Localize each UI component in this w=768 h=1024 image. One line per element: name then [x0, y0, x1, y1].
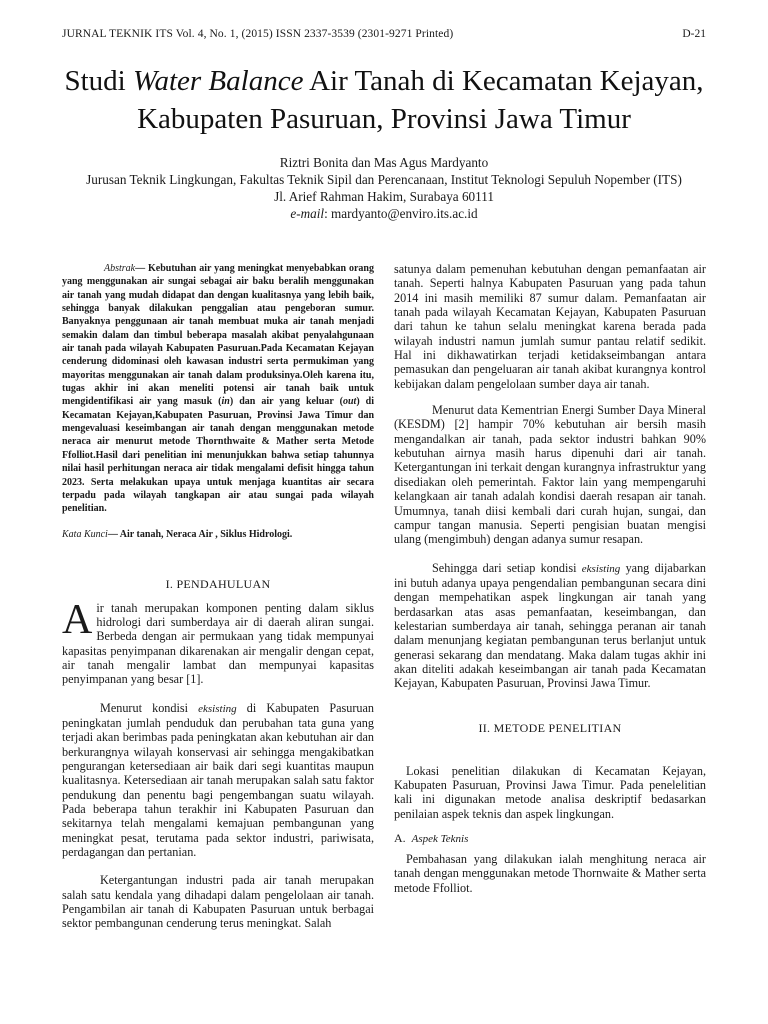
- title-italic: Water Balance: [132, 65, 304, 97]
- intro-paragraph-2: [62, 701, 374, 860]
- subsection-title: Aspek Teknis: [411, 833, 469, 845]
- abstract-text-3: ) di Kecamatan Kejayan,Kabupaten Pasuruan, Provinsi Jawa Timur dan mengevaluasi keseimbangan air tanah dengan menggunakan metode neraca air menurut metode Thornthwaite & Mather serta Metode Ffolliot.Hasil dari penelitian ini menunjukkan bahwa setiap tahunnya nilai hasil perhitungan neraca air tidak mengalami defisit hingga tahun 2023. Serta melakukan upaya untuk menjaga kuantitas air secara terpadu pada wilayah tangkapan air atau sungai pada wilayah penelitian.: [62, 396, 375, 515]
- email-label: e-mail: [290, 206, 325, 221]
- subsection-number: A.: [394, 831, 406, 845]
- email-address: : mardyanto@enviro.its.ac.id: [324, 206, 478, 221]
- subsection-heading-aspek-teknis: [394, 831, 706, 846]
- abstract-label: Abstrak: [104, 263, 136, 274]
- method-paragraph-1: Lokasi penelitian dilakukan di Kecamatan Kejayan, Kabupaten Pasuruan, Provinsi Jawa Timur. Pada penelelitian kali ini digunakan metode analisa deskriptif bedasarkan penilaian aspek teknis dan aspek lingkungan.: [394, 763, 706, 821]
- intro-paragraph-1: [62, 596, 374, 687]
- right-paragraph-2: Menurut data Kementrian Energi Sumber Daya Mineral (KESDM) [2] hampir 70% kebutuhan air bersih masih mengandalkan air tanah, pada sektor industri bahkan 90% kebutuhan airnya masih harus dipenuhi dari air tanah. Ketergantungan ini terkait dengan kurangnya infrastruktur yang disediakan oleh pemerintah. Faktor lain yang mempengaruhi kelangkaan air tanah adalah kondisi daerah resapan air tanah. Umumnya, tanah diisi kembali dari curah hujan, sungai, dan campur tangan manusia. Seperti pengisian buatan mengisi ulang (mengimbuh) dengan adanya sumur resapan.: [394, 403, 706, 547]
- abstract-out: out: [342, 396, 357, 408]
- section-heading-metode: II. METODE PENELITIAN: [478, 720, 622, 735]
- intro-p2-b: di Kabupaten Pasuruan peningkatan jumlah penduduk dan perubahan tata guna yang terjadi akan berimbas pada peningkatan akan kebutuhan air dan berkurangnya wilayah konservasi air sehingga mengakibatkan pengurangan ketersediaan air baik dari segi kuantitas maupun kualitasnya. Ketersediaan air tanah merupakan salah satu faktor pendukung dan penentu bagi pengembangan suatu wilayah. Pada beberapa tahun terakhir ini Kabupaten Pasuruan dan sekitarnya telah mengalami kemajuan pembangunan yang meningkat pesat, terutama pada sektor industri, pariwisata, perdagangan dan pertanian.: [62, 700, 374, 860]
- drop-cap: A: [62, 596, 93, 643]
- left-column: [62, 262, 374, 931]
- title-part-2: Air Tanah di Kecamatan Kejayan, Kabupaten Pasuruan, Provinsi Jawa Timur: [137, 65, 704, 135]
- keywords-text: — Air tanah, Neraca Air , Siklus Hidrologi.: [107, 528, 293, 540]
- abstract: [62, 262, 374, 516]
- running-header: [62, 28, 706, 44]
- author-block: [40, 154, 728, 222]
- intro-p2-italic: eksisting: [198, 702, 237, 715]
- journal-citation: JURNAL TEKNIK ITS Vol. 4, No. 1, (2015) ISSN 2337-3539 (2301-9271 Printed): [62, 28, 454, 40]
- section-heading-pendahuluan: I. PENDAHULUAN: [165, 576, 271, 591]
- right-p3-italic: eksisting: [581, 562, 621, 575]
- keywords: [62, 528, 374, 541]
- intro-paragraph-3: Ketergantungan industri pada air tanah merupakan salah satu kendala yang dihadapi dalam pengelolaan air tanah. Pengambilan air tanah di Kabupaten Pasuruan untuk berbagai sektor pembangunan cenderung terus meningkat. Salah: [62, 873, 374, 931]
- author-affiliation: Jurusan Teknik Lingkungan, Fakultas Teknik Sipil dan Perencanaan, Institut Teknologi Sepuluh Nopember (ITS): [86, 172, 682, 187]
- page-number: D-21: [682, 28, 706, 40]
- intro-paragraph-1-text: ir tanah merupakan komponen penting dalam siklus hidrologi dari sumberdaya air di daerah aliran sungai. Berbeda dengan air permukaan yang tidak mempunyai kapasitas penyimpanan dikarenakan air mengalir dengan cepat, air tanah mengalir lambat dan mempunyai kapasitas penyimpanan yang besar [1].: [62, 600, 374, 687]
- right-column: [394, 262, 706, 895]
- paper-title: [40, 62, 728, 138]
- author-email: [40, 205, 728, 222]
- right-paragraph-1: satunya dalam pemenuhan kebutuhan dengan pemanfaatan air tanah. Seperti halnya Kabupaten Pasuruan yang pada tahun 2014 ini masih memiliki 87 sumur dalam. Pemanfaatan air tanah pada wilayah Kecamatan Kejayan, Kabupaten Pasuruan dari tahun ke tahun selalu meningkat karena berada pada wilayah industri namun jumlah sumur pantau relatif sedikit. Hal ini dikhawatirkan terjadi ketidakseimbangan antara pemasukan dan pengeluaran air tanah akibat kurangnya kontrol kebijakan dalam pengelolaan sumber daya air tanah.: [394, 262, 706, 391]
- right-paragraph-3: [394, 561, 706, 691]
- abstract-in: in: [221, 396, 230, 408]
- abstract-text-2: ) dan air yang keluar (: [229, 396, 343, 408]
- right-p3-b: yang dijabarkan ini butuh adanya upaya pengendalian pembangunan secara dini dengan mempehatikan aspek lingkungan air tanah yang berdasarkan atas asas pemanfaatan, keseimbangan, dan kelestarian sumberdaya air tanah, sehingga peranan air tanah dalam menunjang kegiatan pembangunan terus berlanjut untuk generasi sekarang dan mendatang. Maka dalam tugas akhir ini akan diteliti adakah keseimbangan air tanah pada Kecamatan Kejayan, Kabupaten Pasuruan, Provinsi Jawa Timur.: [394, 560, 707, 691]
- author-address: Jl. Arief Rahman Hakim, Surabaya 60111: [274, 189, 494, 204]
- right-p3-a: Sehingga dari setiap kondisi: [432, 560, 582, 575]
- keywords-label: Kata Kunci: [62, 528, 108, 540]
- title-part-1: Studi: [64, 65, 133, 97]
- abstract-text-1: — Kebutuhan air yang meningkat menyebabkan orang yang menggunakan air sungai sebagai air baku beralih menggunakan air tanah yang mudah didapat dan dengan kualitasnya yang lebih baik, sehingga banyak dilakukan penggalian atau pengeboran sumur. Banyaknya penggunaan air tanah membuat muka air tanah menjadi semakin dalam dan timbul beberapa masalah akibat penyalahgunaan air tanah pada wilayah Kabupaten Pasuruan.Pada Kecamatan Kejayan cenderung didominasi oleh kawasan industri serta permukiman yang mayoritas menggunakan air tanah dalam produksinya.Oleh karena itu, tugas akhir ini akan meneliti potensi air tanah baik untuk mengidentifikasi air yang masuk (: [62, 263, 374, 408]
- author-names: Riztri Bonita dan Mas Agus Mardyanto: [279, 155, 489, 170]
- method-paragraph-2: Pembahasan yang dilakukan ialah menghitung neraca air tanah dengan menggunakan metode Thornwaite & Mather serta metode Ffolliot.: [394, 852, 706, 895]
- intro-p2-a: Menurut kondisi: [100, 700, 199, 715]
